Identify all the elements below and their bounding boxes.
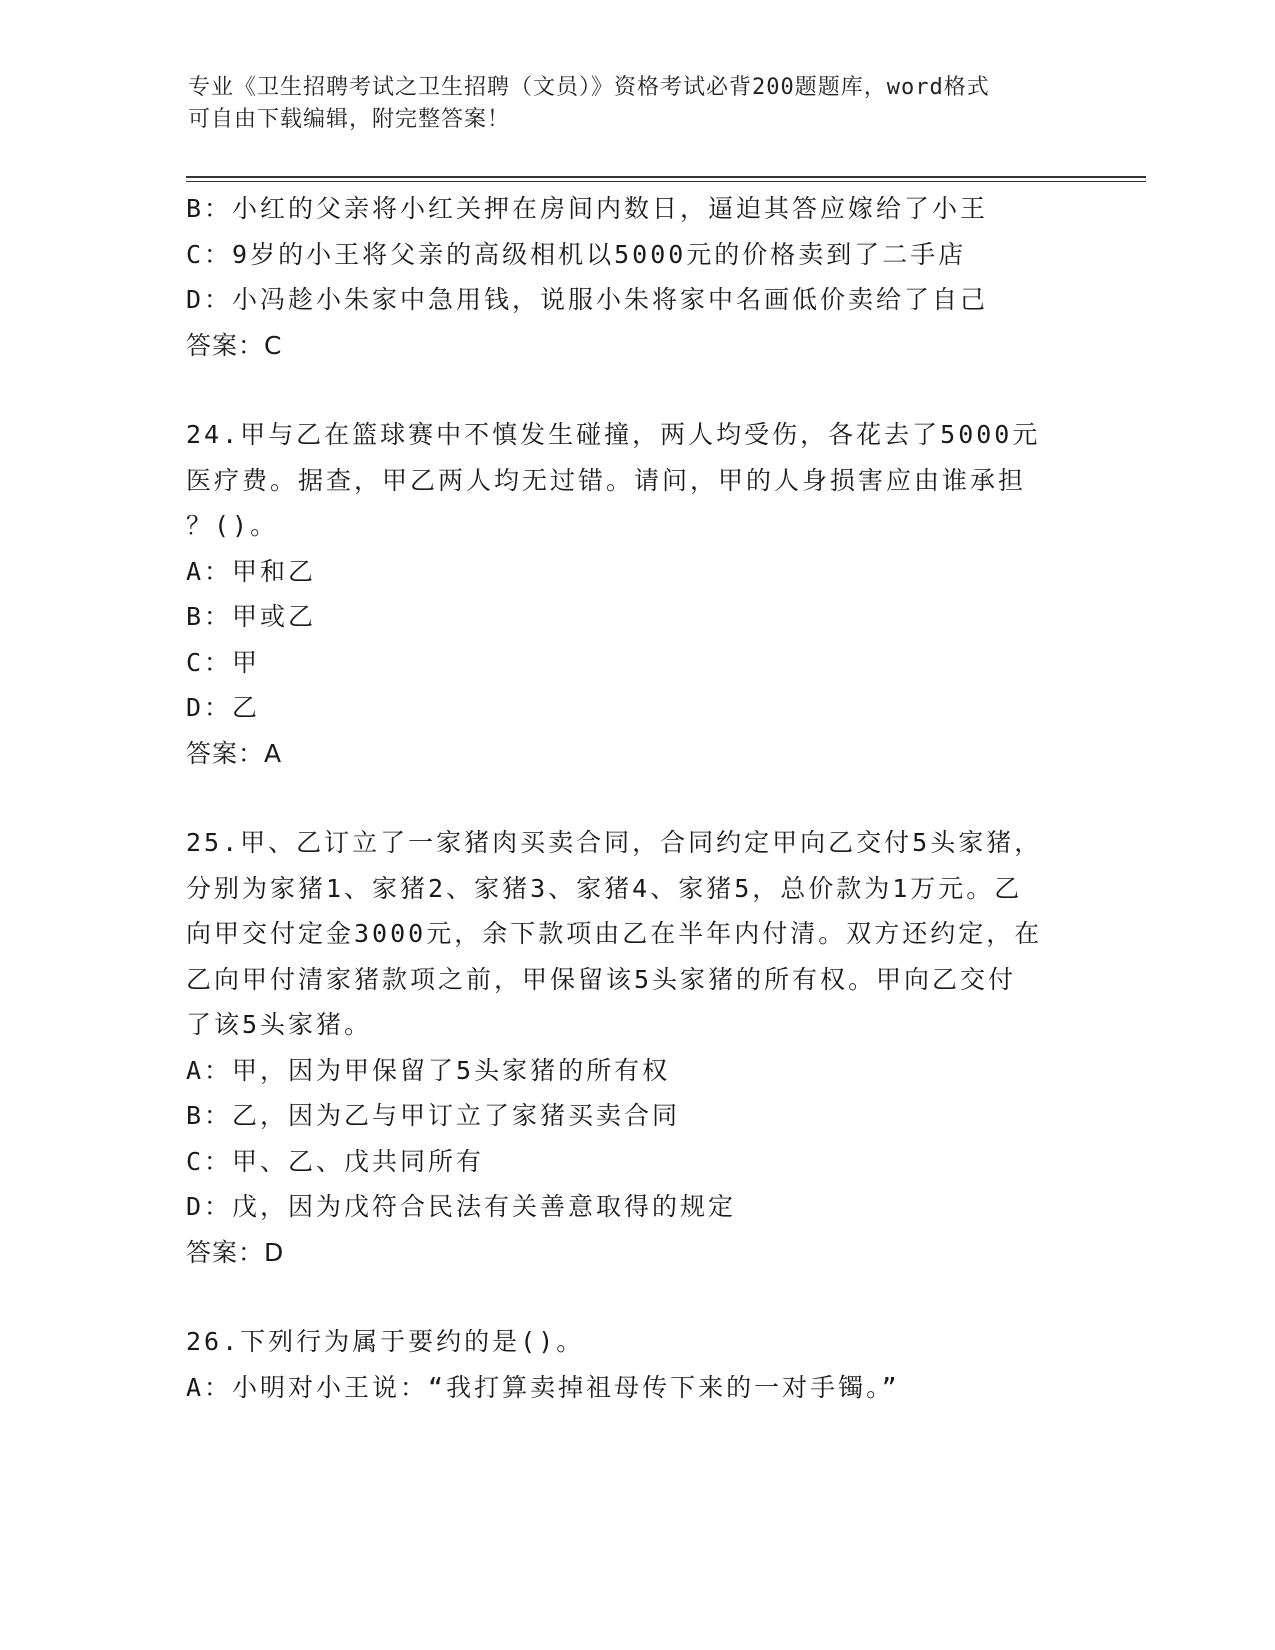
question-stem-line: 乙向甲付清家猪款项之前，甲保留该5头家猪的所有权。甲向乙交付 (186, 964, 1017, 994)
question-content (186, 186, 1086, 1410)
answer-line: 答案：C (186, 330, 283, 360)
option-c: C：9岁的小王将父亲的高级相机以5000元的价格卖到了二手店 (186, 239, 967, 269)
option-a: A：甲，因为甲保留了5头家猪的所有权 (186, 1055, 671, 1085)
question-23-tail (186, 186, 1086, 368)
question-stem-line: 医疗费。据查，甲乙两人均无过错。请问，甲的人身损害应由谁承担 (186, 465, 1027, 495)
option-b: B：小红的父亲将小红关押在房间内数日，逼迫其答应嫁给了小王 (186, 194, 989, 223)
header-line-1: 专业《卫生招聘考试之卫生招聘（文员）》资格考试必背200题题库，word格式 (188, 75, 990, 100)
header-divider (186, 176, 1146, 182)
option-d: D：戊，因为戊符合民法有关善意取得的规定 (186, 1192, 737, 1221)
question-25 (186, 820, 1086, 1275)
option-b: B：乙，因为乙与甲订立了家猪买卖合同 (186, 1101, 681, 1130)
option-b: B：甲或乙 (186, 602, 317, 631)
option-a: A：小明对小王说：“我打算卖掉祖母传下来的一对手镯。” (186, 1372, 900, 1402)
spacer (186, 776, 1086, 820)
option-d: D：小冯趁小朱家中急用钱，说服小朱将家中名画低价卖给了自己 (186, 285, 989, 314)
answer-line: 答案：A (186, 738, 283, 768)
question-stem-line: 24.甲与乙在篮球赛中不慎发生碰撞，两人均受伤，各花去了5000元 (186, 420, 1041, 449)
question-stem-line: ？()。 (186, 511, 279, 540)
header-line-2: 可自由下载编辑，附完整答案！ (188, 107, 511, 132)
page-header (188, 72, 1088, 136)
option-a: A：甲和乙 (186, 556, 317, 586)
question-stem-line: 26.下列行为属于要约的是()。 (186, 1327, 585, 1356)
question-24 (186, 412, 1086, 776)
spacer (186, 368, 1086, 412)
option-c: C：甲 (186, 647, 261, 677)
option-c: C：甲、乙、戊共同所有 (186, 1146, 485, 1176)
question-stem-line: 分别为家猪1、家猪2、家猪3、家猪4、家猪5，总价款为1万元。乙 (186, 873, 1023, 903)
question-stem-line: 向甲交付定金3000元，余下款项由乙在半年内付清。双方还约定，在 (186, 919, 1043, 948)
option-d: D：乙 (186, 693, 261, 722)
question-26 (186, 1319, 1086, 1410)
question-stem-line: 了该5头家猪。 (186, 1010, 373, 1039)
answer-line: 答案：D (186, 1237, 285, 1267)
spacer (186, 1275, 1086, 1319)
question-stem-line: 25.甲、乙订立了一家猪肉买卖合同，合同约定甲向乙交付5头家猪， (186, 828, 1043, 857)
